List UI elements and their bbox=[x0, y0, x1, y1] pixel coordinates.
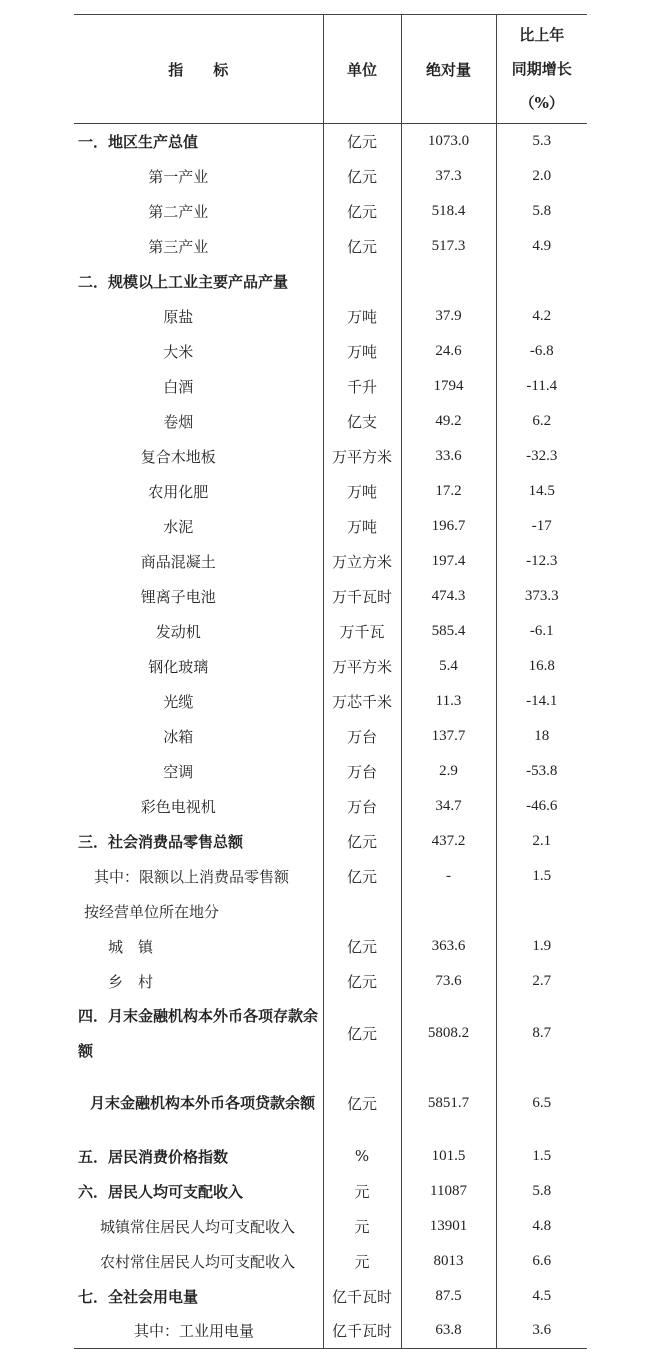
row-unit: 亿元 bbox=[323, 124, 401, 159]
row-unit: 元 bbox=[323, 1174, 401, 1209]
row-absolute: 63.8 bbox=[401, 1314, 496, 1349]
row-growth: -46.6 bbox=[496, 789, 587, 824]
row-name: 其中：工业用电量 bbox=[74, 1314, 323, 1349]
table-row bbox=[74, 474, 587, 509]
row-growth: 1.9 bbox=[496, 929, 587, 964]
row-unit: 亿千瓦时 bbox=[323, 1314, 401, 1349]
row-absolute bbox=[401, 264, 496, 299]
row-growth: 5.8 bbox=[496, 194, 587, 229]
row-name: 彩色电视机 bbox=[140, 797, 216, 816]
row-absolute: 437.2 bbox=[401, 824, 496, 859]
table-row bbox=[74, 649, 587, 684]
row-growth: -6.1 bbox=[496, 614, 587, 649]
row-absolute bbox=[401, 894, 496, 929]
row-growth: 2.7 bbox=[496, 964, 587, 999]
row-name: 六．居民人均可支配收入 bbox=[78, 1182, 244, 1201]
table-row bbox=[74, 404, 587, 439]
row-absolute: 49.2 bbox=[401, 404, 496, 439]
row-name: 农用化肥 bbox=[148, 482, 209, 501]
row-absolute: 5808.2 bbox=[401, 999, 496, 1069]
row-name: 乡 村 bbox=[108, 972, 154, 991]
row-absolute: 13901 bbox=[401, 1209, 496, 1244]
table-row bbox=[74, 929, 587, 964]
row-name: 水泥 bbox=[163, 517, 194, 536]
row-unit: 万千瓦 bbox=[323, 614, 401, 649]
row-growth: 2.1 bbox=[496, 824, 587, 859]
table-row bbox=[74, 579, 587, 614]
row-name: 第一产业 bbox=[148, 167, 209, 186]
header-absolute: 绝对量 bbox=[401, 15, 496, 124]
row-unit: 万吨 bbox=[323, 509, 401, 544]
table-row bbox=[74, 1279, 587, 1314]
row-unit: 亿元 bbox=[323, 194, 401, 229]
table-row bbox=[74, 299, 587, 334]
row-unit: 亿元 bbox=[323, 824, 401, 859]
row-absolute: 24.6 bbox=[401, 334, 496, 369]
row-unit: 万台 bbox=[323, 719, 401, 754]
row-unit: 亿元 bbox=[323, 964, 401, 999]
row-unit: 万吨 bbox=[323, 474, 401, 509]
table-row bbox=[74, 894, 587, 929]
row-absolute: 363.6 bbox=[401, 929, 496, 964]
row-name: 七．全社会用电量 bbox=[78, 1287, 199, 1306]
row-absolute: 518.4 bbox=[401, 194, 496, 229]
row-growth: 4.5 bbox=[496, 1279, 587, 1314]
row-unit: 亿元 bbox=[323, 929, 401, 964]
row-growth: 6.6 bbox=[496, 1244, 587, 1279]
row-unit: 万立方米 bbox=[323, 544, 401, 579]
row-absolute: 11.3 bbox=[401, 684, 496, 719]
row-growth bbox=[496, 264, 587, 299]
table-row bbox=[74, 789, 587, 824]
row-name: 农村常住居民人均可支配收入 bbox=[100, 1252, 296, 1271]
row-absolute: 17.2 bbox=[401, 474, 496, 509]
row-name: 第三产业 bbox=[148, 237, 209, 256]
row-absolute: 34.7 bbox=[401, 789, 496, 824]
row-growth: 6.2 bbox=[496, 404, 587, 439]
row-name: 一．地区生产总值 bbox=[78, 132, 199, 151]
table-header-row bbox=[74, 15, 587, 124]
row-absolute: 585.4 bbox=[401, 614, 496, 649]
table-row bbox=[74, 264, 587, 299]
row-growth: 5.3 bbox=[496, 124, 587, 159]
row-absolute: - bbox=[401, 859, 496, 894]
row-name: 月末金融机构本外币各项贷款余额 bbox=[90, 1094, 316, 1112]
row-name: 二．规模以上工业主要产品产量 bbox=[78, 272, 289, 291]
row-growth: -32.3 bbox=[496, 439, 587, 474]
row-unit: 万台 bbox=[323, 754, 401, 789]
statistics-table bbox=[74, 14, 587, 1349]
row-unit: 千升 bbox=[323, 369, 401, 404]
row-unit: 万吨 bbox=[323, 334, 401, 369]
table-row bbox=[74, 999, 587, 1069]
table-row bbox=[74, 439, 587, 474]
row-name: 空调 bbox=[163, 762, 194, 781]
row-absolute: 37.9 bbox=[401, 299, 496, 334]
row-name: 冰箱 bbox=[163, 727, 194, 746]
row-absolute: 196.7 bbox=[401, 509, 496, 544]
row-growth: 5.8 bbox=[496, 1174, 587, 1209]
table-row bbox=[74, 1209, 587, 1244]
table-row bbox=[74, 754, 587, 789]
row-name: 钢化玻璃 bbox=[148, 657, 209, 676]
row-growth bbox=[496, 894, 587, 929]
row-unit: 万千瓦时 bbox=[323, 579, 401, 614]
table-row bbox=[74, 824, 587, 859]
row-name: 三．社会消费品零售总额 bbox=[78, 832, 244, 851]
table-row bbox=[74, 1314, 587, 1349]
row-absolute: 5.4 bbox=[401, 649, 496, 684]
row-growth: -11.4 bbox=[496, 369, 587, 404]
row-growth: -6.8 bbox=[496, 334, 587, 369]
row-absolute: 2.9 bbox=[401, 754, 496, 789]
table-row bbox=[74, 124, 587, 159]
row-absolute: 87.5 bbox=[401, 1279, 496, 1314]
row-name: 第二产业 bbox=[148, 202, 209, 221]
row-unit: 万平方米 bbox=[323, 439, 401, 474]
table-row bbox=[74, 194, 587, 229]
table-row bbox=[74, 614, 587, 649]
row-growth: 18 bbox=[496, 719, 587, 754]
row-name: 大米 bbox=[163, 342, 194, 361]
table-row bbox=[74, 334, 587, 369]
row-growth: 2.0 bbox=[496, 159, 587, 194]
row-unit: 亿支 bbox=[323, 404, 401, 439]
row-absolute: 37.3 bbox=[401, 159, 496, 194]
table-row bbox=[74, 509, 587, 544]
header-unit: 单位 bbox=[323, 15, 401, 124]
row-unit: 亿元 bbox=[323, 159, 401, 194]
table-row bbox=[74, 544, 587, 579]
row-unit: 亿元 bbox=[323, 859, 401, 894]
row-unit bbox=[323, 264, 401, 299]
row-name: 光缆 bbox=[163, 692, 194, 711]
row-growth: 16.8 bbox=[496, 649, 587, 684]
row-name: 四．月末金融机构本外币各项存款余额 bbox=[78, 1006, 319, 1060]
row-absolute: 101.5 bbox=[401, 1139, 496, 1174]
row-growth: -53.8 bbox=[496, 754, 587, 789]
row-growth: 373.3 bbox=[496, 579, 587, 614]
row-unit: 元 bbox=[323, 1209, 401, 1244]
row-growth: 1.5 bbox=[496, 1139, 587, 1174]
row-name: 其中：限额以上消费品零售额 bbox=[94, 867, 290, 886]
row-growth: 4.9 bbox=[496, 229, 587, 264]
table-row bbox=[74, 1244, 587, 1279]
header-growth-line1: 比上年 bbox=[519, 26, 565, 44]
row-unit: % bbox=[323, 1139, 401, 1174]
row-growth: 6.5 bbox=[496, 1069, 587, 1139]
row-unit: 元 bbox=[323, 1244, 401, 1279]
header-indicator: 指 标 bbox=[74, 15, 323, 124]
row-absolute: 33.6 bbox=[401, 439, 496, 474]
row-unit: 亿元 bbox=[323, 229, 401, 264]
row-unit: 万平方米 bbox=[323, 649, 401, 684]
row-name: 商品混凝土 bbox=[140, 552, 216, 571]
row-absolute: 474.3 bbox=[401, 579, 496, 614]
row-unit: 亿千瓦时 bbox=[323, 1279, 401, 1314]
row-name: 五．居民消费价格指数 bbox=[78, 1147, 229, 1166]
header-growth bbox=[496, 15, 587, 124]
header-growth-line3: （%） bbox=[519, 94, 564, 112]
table-row bbox=[74, 719, 587, 754]
row-name: 城镇常住居民人均可支配收入 bbox=[100, 1217, 296, 1236]
row-absolute: 197.4 bbox=[401, 544, 496, 579]
row-absolute: 11087 bbox=[401, 1174, 496, 1209]
row-growth: 4.2 bbox=[496, 299, 587, 334]
table-row bbox=[74, 1069, 587, 1139]
row-unit: 万吨 bbox=[323, 299, 401, 334]
row-absolute: 73.6 bbox=[401, 964, 496, 999]
row-name: 按经营单位所在地分 bbox=[84, 902, 220, 921]
table-row bbox=[74, 964, 587, 999]
row-growth: -12.3 bbox=[496, 544, 587, 579]
row-unit: 万台 bbox=[323, 789, 401, 824]
row-absolute: 5851.7 bbox=[401, 1069, 496, 1139]
row-unit: 万芯千米 bbox=[323, 684, 401, 719]
row-unit bbox=[323, 894, 401, 929]
header-growth-line2: 同期增长 bbox=[511, 60, 572, 78]
row-unit: 亿元 bbox=[323, 1069, 401, 1139]
row-absolute: 8013 bbox=[401, 1244, 496, 1279]
row-absolute: 1073.0 bbox=[401, 124, 496, 159]
row-name: 复合木地板 bbox=[140, 447, 216, 466]
row-growth: -17 bbox=[496, 509, 587, 544]
row-absolute: 1794 bbox=[401, 369, 496, 404]
row-name: 卷烟 bbox=[163, 412, 194, 431]
table-row bbox=[74, 1139, 587, 1174]
table-row bbox=[74, 684, 587, 719]
row-name: 锂离子电池 bbox=[140, 587, 216, 606]
row-absolute: 137.7 bbox=[401, 719, 496, 754]
table-row bbox=[74, 859, 587, 894]
row-name: 白酒 bbox=[163, 377, 194, 396]
table-row bbox=[74, 369, 587, 404]
row-growth: 3.6 bbox=[496, 1314, 587, 1349]
statistics-table-container bbox=[74, 14, 587, 1349]
row-name: 城 镇 bbox=[108, 937, 154, 956]
row-growth: 4.8 bbox=[496, 1209, 587, 1244]
row-growth: 14.5 bbox=[496, 474, 587, 509]
table-row bbox=[74, 1174, 587, 1209]
table-row bbox=[74, 229, 587, 264]
row-growth: 8.7 bbox=[496, 999, 587, 1069]
row-absolute: 517.3 bbox=[401, 229, 496, 264]
row-name: 发动机 bbox=[155, 622, 201, 641]
row-name: 原盐 bbox=[163, 307, 194, 326]
row-growth: 1.5 bbox=[496, 859, 587, 894]
row-growth: -14.1 bbox=[496, 684, 587, 719]
row-unit: 亿元 bbox=[323, 999, 401, 1069]
table-row bbox=[74, 159, 587, 194]
